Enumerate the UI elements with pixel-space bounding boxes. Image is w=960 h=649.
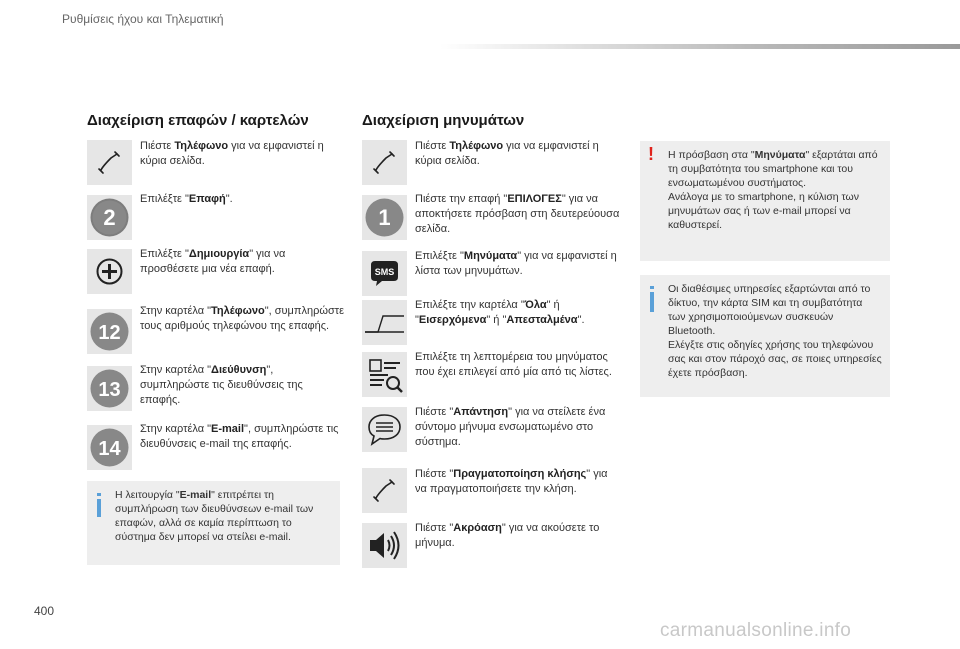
info-text: Η λειτουργία "E-mail" επιτρέπει τη συμπλήρωση των διευθύνσεων e-mail των επαφών, αλλά σε καμία περίπτωση το σύστημα δεν μπορεί να στείλει e-mail. xyxy=(115,489,314,543)
header-bar xyxy=(440,44,960,49)
message-list-icon xyxy=(362,352,407,397)
phone-icon xyxy=(362,140,407,185)
info-text: Οι διαθέσιμες υπηρεσίες εξαρτώνται από το δίκτυο, την κάρτα SIM και τη συμβατότητα των χρησιμοποιούμενων συσκευών Bluetooth. Ελέγξτε στις οδηγίες χρήσης του τηλεφώνου σας και στον πάροχό σας, σε ποιες υπηρεσίες έχετε πρόσβαση. xyxy=(668,283,882,379)
step-text: Πιέστε Τηλέφωνο για να εμφανιστεί η κύρια σελίδα. xyxy=(415,140,599,167)
add-icon xyxy=(87,249,132,294)
step-text: Επιλέξτε τη λεπτομέρεια του μηνύματος που έχει επιλεγεί από μία από τις λίστες. xyxy=(415,351,612,378)
footer-watermark: carmanualsonline.info xyxy=(660,620,852,641)
step-text: Στην καρτέλα "Διεύθυνση", συμπληρώστε τις διευθύνσεις της επαφής. xyxy=(140,364,303,406)
tab-icon xyxy=(362,300,407,345)
phone-icon xyxy=(362,468,407,513)
svg-text:2: 2 xyxy=(103,205,116,230)
info-icon xyxy=(650,286,654,289)
info-bar xyxy=(650,292,654,312)
warning-icon: ! xyxy=(648,144,654,164)
number-13-icon xyxy=(87,366,132,411)
info-box-email xyxy=(87,481,340,565)
number-12-icon xyxy=(87,309,132,354)
reply-icon xyxy=(362,407,407,452)
section-title-contacts: Διαχείριση επαφών / καρτελών xyxy=(87,112,309,129)
step-text: Στην καρτέλα "E-mail", συμπληρώστε τις διευθύνσεις e-mail της επαφής. xyxy=(140,423,339,450)
speaker-icon xyxy=(362,523,407,568)
svg-text:14: 14 xyxy=(98,438,121,460)
step-text: Πιέστε "Πραγματοποίηση κλήσης" για να πραγματοποιήσετε την κλήση. xyxy=(415,468,608,495)
step-text: Επιλέξτε "Δημιουργία" για να προσθέσετε μια νέα επαφή. xyxy=(140,248,286,275)
number-14-icon xyxy=(87,425,132,470)
step-text: Πιέστε "Απάντηση" για να στείλετε ένα σύντομο μήνυμα ενσωματωμένο στο σύστημα. xyxy=(415,406,606,448)
svg-text:13: 13 xyxy=(98,379,121,401)
step-text: Πιέστε Τηλέφωνο για να εμφανιστεί η κύρια σελίδα. xyxy=(140,140,324,167)
warning-box xyxy=(640,141,890,261)
header-title: Ρυθμίσεις ήχου και Τηλεματική xyxy=(62,12,224,26)
info-icon xyxy=(97,493,101,496)
step-text: Επιλέξτε "Επαφή". xyxy=(140,193,233,205)
info-bar xyxy=(97,499,101,517)
svg-text:SMS: SMS xyxy=(374,267,395,277)
number-2-icon xyxy=(87,195,132,240)
svg-text:1: 1 xyxy=(378,205,391,230)
phone-icon xyxy=(87,140,132,185)
sms-icon xyxy=(362,251,407,296)
svg-text:12: 12 xyxy=(98,322,121,344)
step-text: Πιέστε "Ακρόαση" για να ακούσετε το μήνυμα. xyxy=(415,522,600,549)
info-box-services xyxy=(640,275,890,397)
warning-text: Η πρόσβαση στα "Μηνύματα" εξαρτάται από τη συμβατότητα του smartphone και του ενσωματωμένου συστήματος. Ανάλογα με το smartphone, η κύλιση των μηνυμάτων σας ή των e-mail μπορεί να καθυστερεί. xyxy=(668,149,878,231)
step-text: Επιλέξτε την καρτέλα "Όλα" ή "Εισερχόμενα" ή "Απεσταλμένα". xyxy=(415,299,585,326)
step-text: Επιλέξτε "Μηνύματα" για να εμφανιστεί η λίστα των μηνυμάτων. xyxy=(415,250,617,277)
number-1-icon xyxy=(362,195,407,240)
step-text: Στην καρτέλα "Τηλέφωνο", συμπληρώστε τους αριθμούς τηλεφώνου της επαφής. xyxy=(140,305,344,332)
section-title-messages: Διαχείριση μηνυμάτων xyxy=(362,112,525,129)
page-number: 400 xyxy=(34,604,55,618)
step-text: Πιέστε την επαφή "ΕΠΙΛΟΓΕΣ" για να αποκτήσετε πρόσβαση στη δευτερεύουσα σελίδα. xyxy=(415,193,620,235)
